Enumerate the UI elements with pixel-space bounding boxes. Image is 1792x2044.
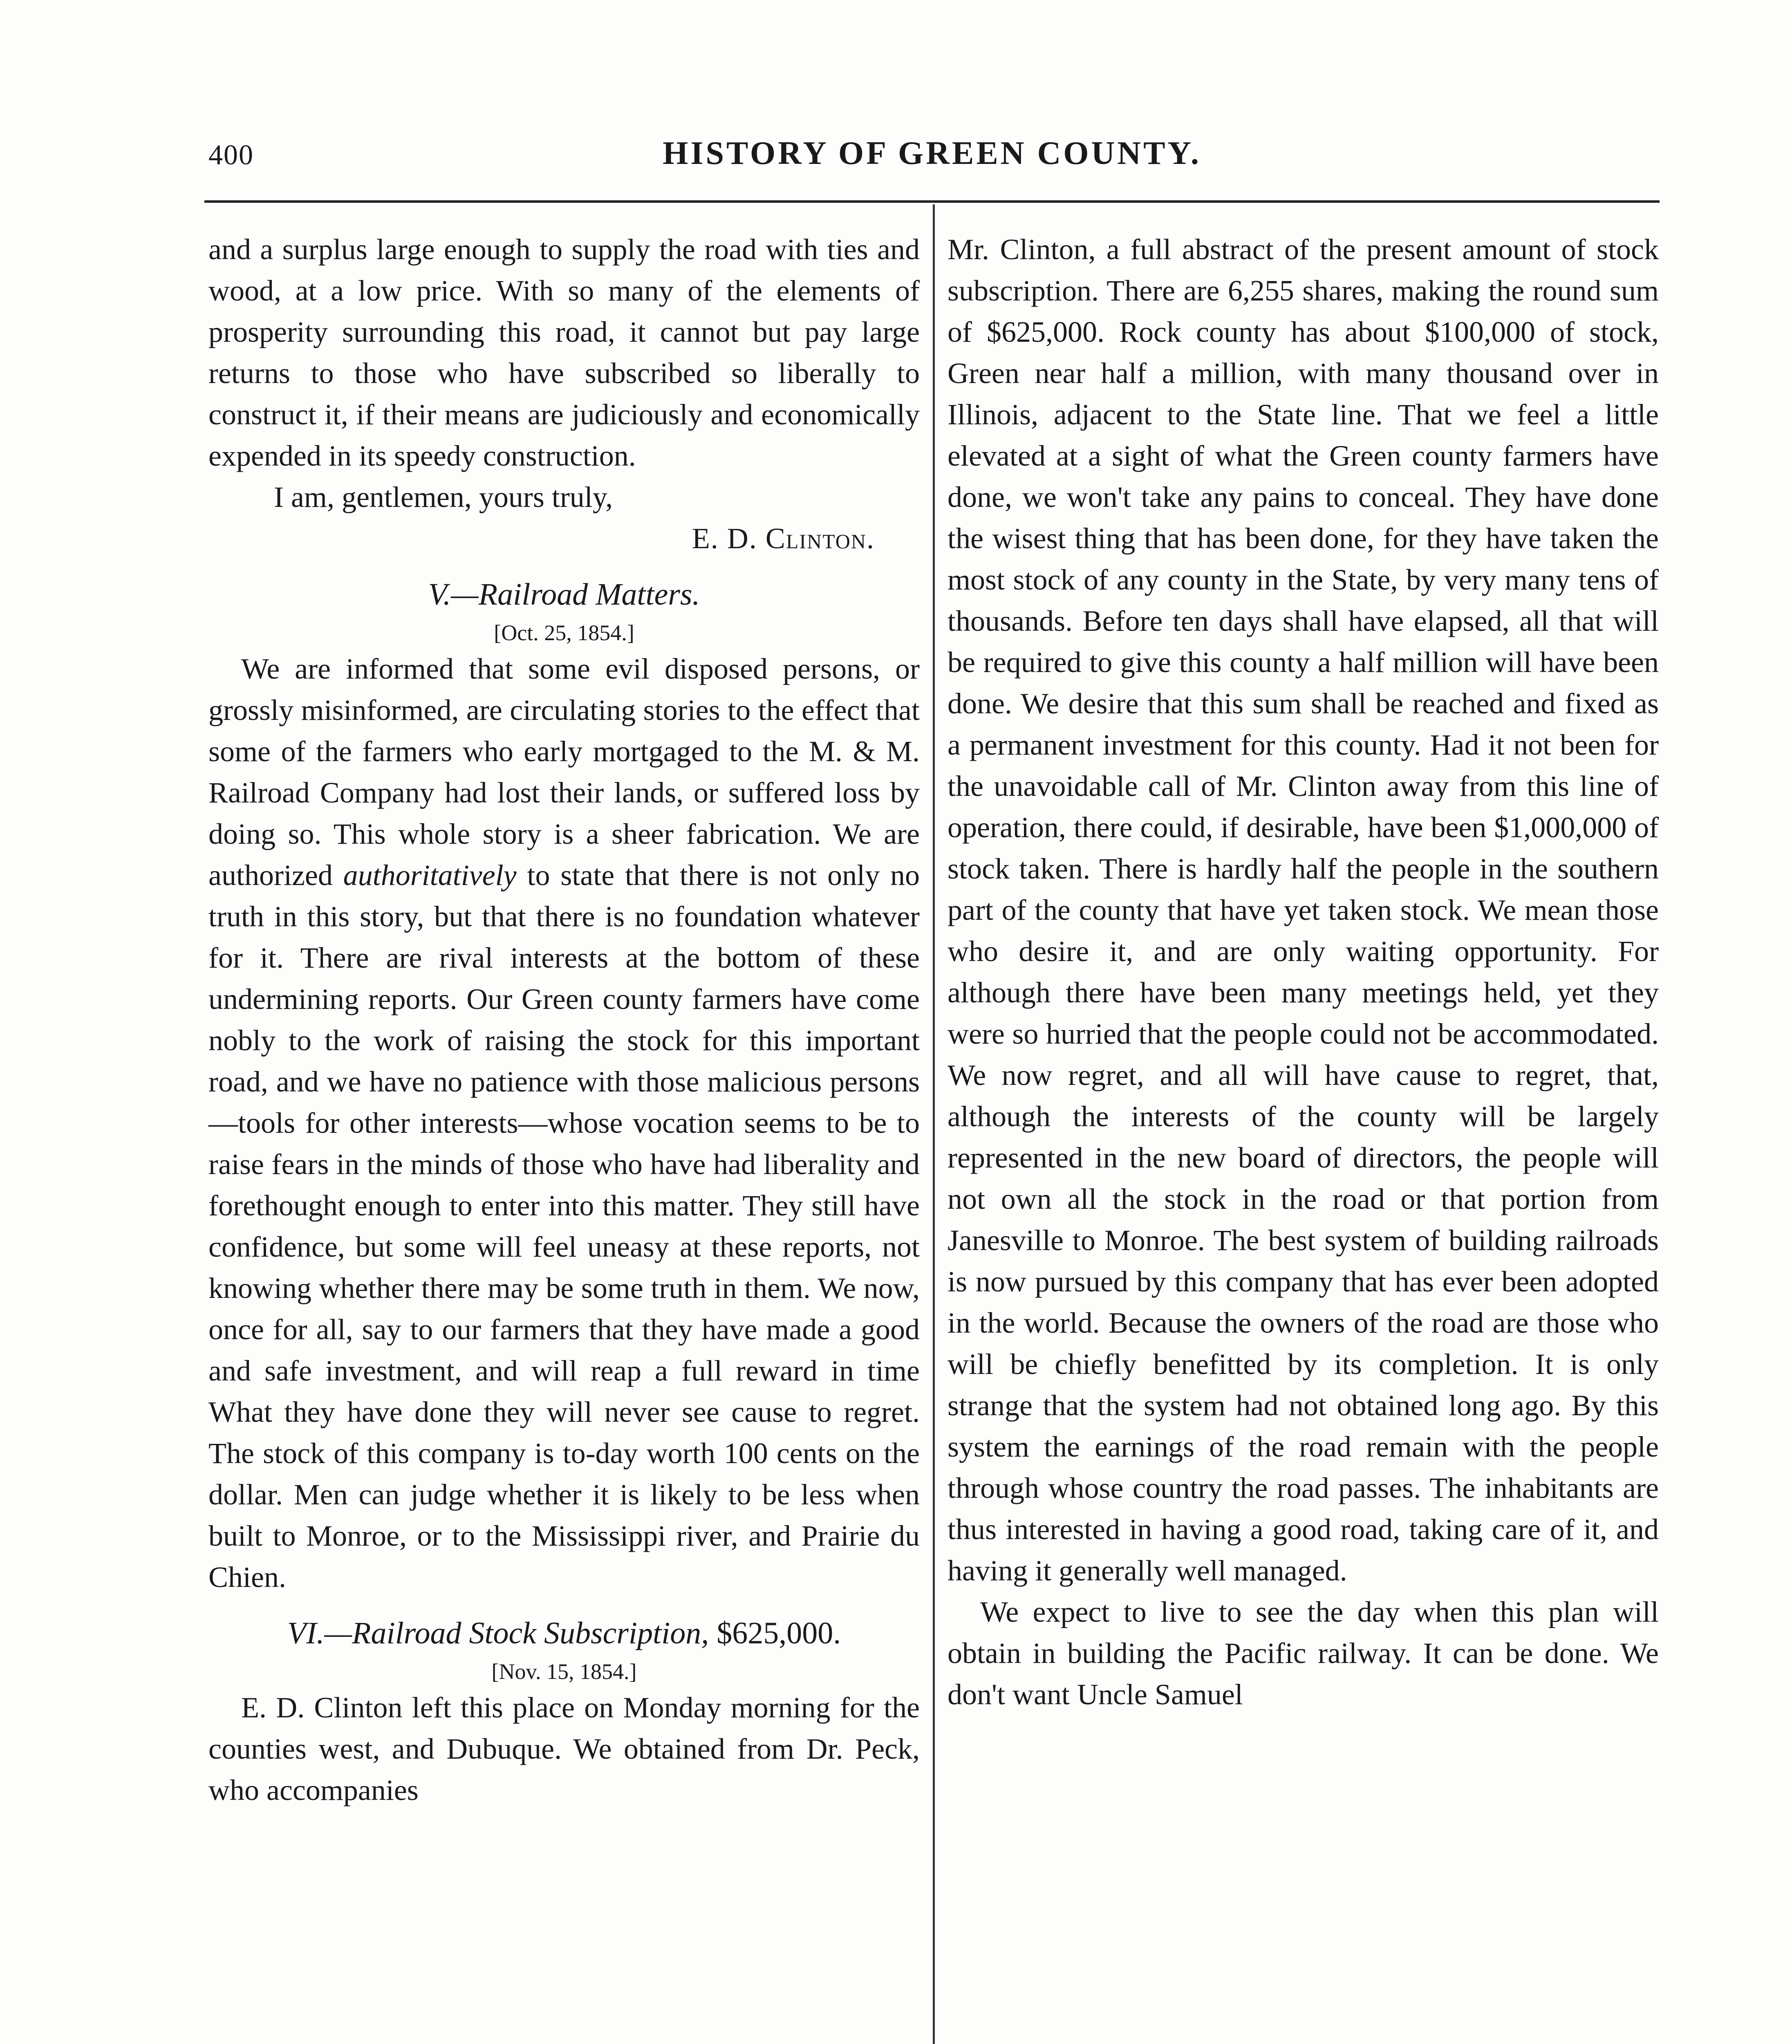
section-v-emphasis: authoritatively <box>343 859 517 892</box>
header-rule <box>204 200 1660 203</box>
section-heading-vi <box>208 1610 920 1656</box>
page-header <box>208 135 1655 196</box>
right-paragraph-1 <box>948 229 1659 1591</box>
signature-name: Clinton. <box>765 522 875 555</box>
section-vi-paragraph <box>208 1687 920 1811</box>
right-paragraph-2-text: We expect to live to see the day when this plan will obtain in building the Pacific railway. It can be done. We don't want Uncle Samuel <box>948 1596 1659 1711</box>
left-column <box>208 229 920 1811</box>
paragraph-text: and a surplus large enough to supply the road with ties and wood, at a low price. With so many of the elements of prosperity surrounding this road, it cannot but pay large returns to those who have subscribed so liberally to construct it, if their means are judiciously and economically expended in its speedy construction. <box>208 233 920 472</box>
running-head-title: HISTORY OF GREEN COUNTY. <box>663 135 1201 171</box>
page-number: 400 <box>208 139 254 171</box>
section-vi-title: Railroad Stock Subscription, <box>352 1616 709 1650</box>
section-v-text-b: to state that there is not only no truth in this story, but that there is no foundation whatever for it. There are rival interests at the bottom of these undermining reports. Our Green county farmers have come nobly to the work of raising the stock for this important road, and we have no patience with those malicious persons—tools for other interests—whose vocation seems to be to raise fears in the minds of those who have had liberality and forethought enough to enter into this matter. They still have confidence, but some will feel uneasy at these reports, not knowing whether there may be some truth in them. We now, once for all, say to our farmers that they have made a good and safe investment, and will reap a full reward in time What they have done they will never see cause to regret. The stock of this company is to-day worth 100 cents on the dollar. Men can judge whether it is likely to be less when built to Monroe, or to the Mississippi river, and Prairie du Chien. <box>208 859 920 1594</box>
section-v-paragraph <box>208 648 920 1598</box>
section-vi-text: E. D. Clinton left this place on Monday morning for the counties west, and Dubuque. We obtained from Dr. Peck, who accompanies <box>208 1691 920 1806</box>
section-vi-amount: $625,000. <box>717 1616 841 1650</box>
closing-text: I am, gentlemen, yours truly, <box>274 481 613 513</box>
section-v-text-a: We are informed that some evil disposed persons, or grossly misinformed, are circulating stories to the effect that some of the farmers who early mortgaged to the M. & M. Railroad Company had lost their lands, or suffered loss by doing so. This whole story is a sheer fabrication. We are authorized <box>208 652 920 892</box>
signature-initials: E. D. <box>692 522 757 555</box>
continued-paragraph <box>208 229 920 477</box>
section-date-v: [Oct. 25, 1854.] <box>494 621 634 645</box>
section-heading-v: V.—Railroad Matters. <box>428 577 700 612</box>
column-divider <box>933 204 935 2044</box>
letter-closing <box>208 477 920 518</box>
signature <box>208 518 920 559</box>
section-date-vi: [Nov. 15, 1854.] <box>491 1659 637 1684</box>
section-vi-numeral: VI.— <box>287 1616 352 1650</box>
right-column <box>948 229 1659 1715</box>
right-paragraph-2 <box>948 1591 1659 1715</box>
right-paragraph-1-text: Mr. Clinton, a full abstract of the present amount of stock subscription. There are 6,255 shares, making the round sum of $625,000. Rock county has about $100,000 of stock, Green near half a million, with many thousand over in Illinois, adjacent to the State line. That we feel a little elevated at a sight of what the Green county farmers have done, we won't take any pains to conceal. They have done the wisest thing that has been done, for they have taken the most stock of any county in the State, by very many tens of thousands. Before ten days shall have elapsed, all that will be required to give this county a half million will have been done. We desire that this sum shall be reached and fixed as a permanent investment for this county. Had it not been for the unavoidable call of Mr. Clinton away from this line of operation, there could, if desirable, have been $1,000,000 of stock taken. There is hardly half the people in the southern part of the county that have yet taken stock. We mean those who desire it, and are only waiting opportunity. For although there have been many meetings held, yet they were so hurried that the people could not be accommodated. We now regret, and all will have cause to regret, that, although the interests of the county will be largely represented in the new board of directors, the people will not own all the stock in the road or that portion from Janesville to Monroe. The best system of building railroads is now pursued by this company that has ever been adopted in the world. Because the owners of the road are those who will be chiefly benefitted by its completion. It is only strange that the system had not obtained long ago. By this system the earnings of the road remain with the people through whose country the road passes. The inhabitants are thus interested in having a good road, taking care of it, and having it generally well managed. <box>948 233 1659 1587</box>
